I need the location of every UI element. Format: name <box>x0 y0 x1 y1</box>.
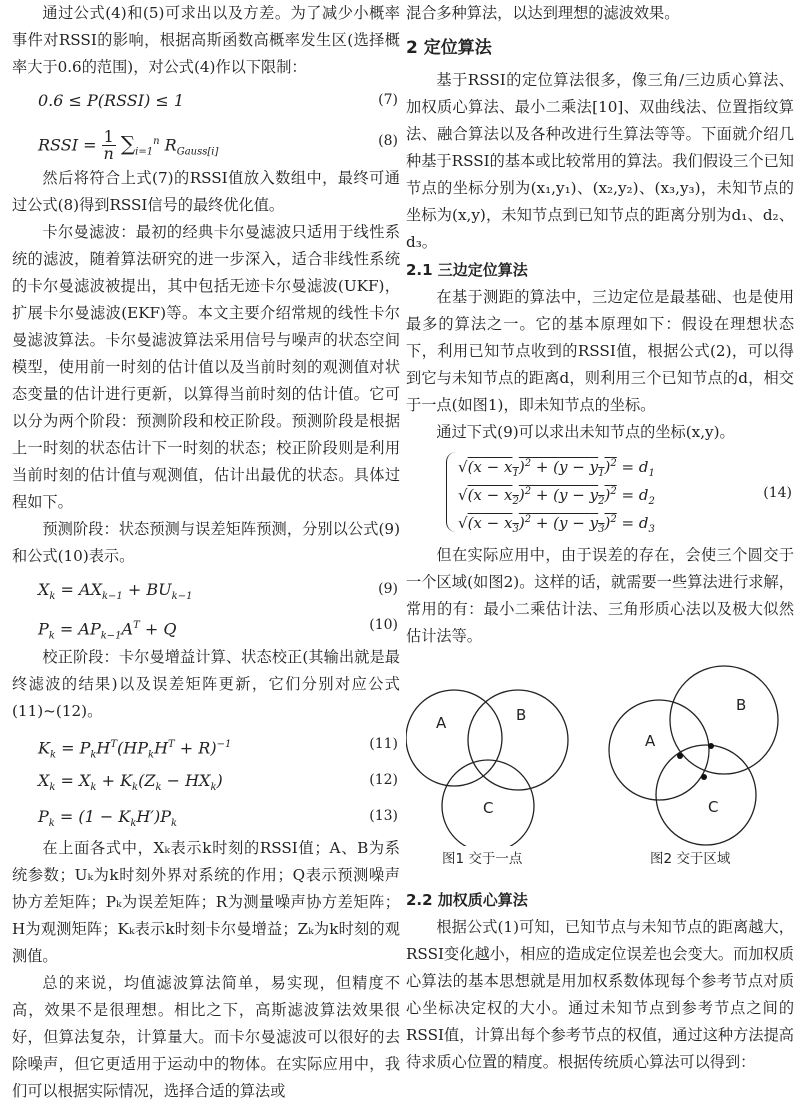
right-column <box>406 0 794 1076</box>
paragraph: 通过公式(4)和(5)可求出以及方差。为了减少小概率事件对RSSI的影响，根据高斯函数高概率发生区(选择概率大于0.6的范围)，对公式(4)作以下限制： <box>12 4 400 76</box>
paragraph: 但在实际应用中，由于误差的存在，会使三个圆交于一个区域(如图2)。这样的话，就需要一些算法进行求解，常用的有：最小二乘估计法、三角形质心法以及极大似然估计法等。 <box>406 546 794 645</box>
circle-c <box>656 745 756 845</box>
paragraph: 根据公式(1)可知，已知节点与未知节点的距离越大，RSSI变化越小，相应的造成定位误差也会变大。而加权质心算法的基本思想就是用加权系数体现每个参考节点对质心坐标决定权的大小。通过未知节点到参考节点之间的RSSI值，计算出每个参考节点的权值，通过这种方法提高待求质心位置的精度。根据传统质心算法可以得到： <box>406 918 794 1071</box>
equation-line: $√(x - x_2)^2 + (y - y_2)^2 = d_2$ <box>458 486 655 507</box>
equation-expression: 0.6 ≤ P(RSSI) ≤ 1 <box>38 91 185 110</box>
equation-number: (11) <box>369 736 398 752</box>
circle-label-b: B <box>736 696 747 714</box>
circle-label-c: C <box>483 799 494 817</box>
paragraph: 校正阶段：卡尔曼增益计算、状态校正(其输出就是最终滤波的结果)以及误差矩阵更新，它们分别对应公式(11)~(12)。 <box>12 648 400 720</box>
equation-13 <box>12 799 400 833</box>
equation-expression: $X_k = AX_{k-1} + BU_{k-1}$ <box>38 580 193 603</box>
circle-a <box>609 700 709 800</box>
equation-expression: $X_k = X_k + K_k(Z_k - HX_k)$ <box>38 771 223 794</box>
equation-11 <box>12 727 400 761</box>
figure-2-caption: 图2 交于区域 <box>650 851 731 867</box>
equation-7 <box>12 83 400 117</box>
paragraph: 在基于测距的算法中，三边定位是最基础、也是使用最多的算法之一。它的基本原理如下：假设在理想状态下，利用已知节点收到的RSSI值，根据公式(2)，可以得到它与未知节点的距离d，则利用三个已知节点的d，相交于一点(如图1)，即未知节点的坐标。 <box>406 288 794 414</box>
circle-label-b: B <box>516 706 527 724</box>
equation-14 <box>406 446 794 538</box>
equation-number: (9) <box>378 581 398 597</box>
paragraph: 总的来说，均值滤波算法简单，易实现，但精度不高，效果不是很理想。相比之下，高斯滤波算法效果很好，但算法复杂，计算量大。而卡尔曼滤波可以很好的去除噪声，但它更适用于运动中的物体。在实际应用中，我们可以根据实际情况，选择合适的算法或 <box>12 974 400 1100</box>
equation-expression: $K_k = P_kH^T(HP_kH^T + R)^{-1}$ <box>38 738 232 761</box>
subsection-heading: 2.1 三边定位算法 <box>406 261 528 279</box>
circle-label-a: A <box>436 714 447 732</box>
figure-2-diagram <box>609 666 778 845</box>
paragraph: 卡尔曼滤波：最初的经典卡尔曼滤波只适用于线性系统的滤波，随着算法研究的进一步深入，适合非线性系统的卡尔曼滤波被提出，其中包括无迹卡尔曼滤波(UKF)，扩展卡尔曼滤波(EKF)等。本文主要介绍常规的线性卡尔曼滤波算法。卡尔曼滤波算法采用信号与噪声的状态空间模型，使用前一时刻的估计值以及当前时刻的观测值对状态变量的估计进行更新，以算得当前时刻的估计值。它可以分为两个阶段：预测阶段和校正阶段。预测阶段是根据上一时刻的状态估计下一时刻的状态；校正阶段则是利用当前时刻的估计值与观测值，估计出最优的状态。具体过程如下。 <box>12 223 400 511</box>
equation-number: (12) <box>369 772 398 788</box>
paragraph: 通过下式(9)可以求出未知节点的坐标(x,y)。 <box>436 423 735 441</box>
paragraph: 然后将符合上式(7)的RSSI值放入数组中，最终可通过公式(8)得到RSSI信号的最终优化值。 <box>12 169 400 214</box>
circle-label-a: A <box>645 732 656 750</box>
intersection-point <box>701 774 707 780</box>
paragraph: 在上面各式中，Xₖ表示k时刻的RSSI值；A、B为系统参数；Uₖ为k时刻外界对系统的作用；Q表示预测噪声协方差矩阵；Pₖ为误差矩阵；R为测量噪声协方差矩阵；H为观测矩阵；Kₖ表示k时刻卡尔曼增益；Zₖ为k时刻的观测值。 <box>12 839 400 965</box>
paragraph: 混合多种算法，以达到理想的滤波效果。 <box>406 4 680 22</box>
equation-9 <box>12 572 400 606</box>
equation-number: (13) <box>369 808 398 824</box>
equation-number: (10) <box>369 617 398 633</box>
subsection-heading: 2.2 加权质心算法 <box>406 891 528 909</box>
paragraph: 预测阶段：状态预测与误差矩阵预测，分别以公式(9)和公式(10)表示。 <box>12 520 400 565</box>
circle-a <box>406 690 502 786</box>
equation-line: $√(x - x_1)^2 + (y - y_1)^2 = d_1$ <box>458 458 655 479</box>
intersection-point <box>677 753 683 759</box>
section-heading: 2 定位算法 <box>406 38 492 58</box>
equation-number: (7) <box>378 92 398 108</box>
equation-number: (14) <box>763 485 792 501</box>
circle-diagrams <box>406 650 794 846</box>
equation-10 <box>12 608 400 642</box>
paragraph: 基于RSSI的定位算法很多，像三角/三边质心算法、加权质心算法、最小二乘法[10]、双曲线法、位置指纹算法、融合算法以及各种改进行生算法等等。下面就介绍几种基于RSSI的基本或比较常用的算法。我们假设三个已知节点的坐标分别为(x₁,y₁)、(x₂,y₂)、(x₃,y₃)，未知节点的坐标为(x,y)，未知节点到已知节点的距离分别为d₁、d₂、d₃。 <box>406 71 794 251</box>
equation-expression: $P_k = AP_{k-1}A^T + Q$ <box>38 619 177 642</box>
circle-label-c: C <box>708 798 719 816</box>
equation-12 <box>12 763 400 797</box>
figure-1-caption: 图1 交于一点 <box>442 851 523 867</box>
figure-1-diagram <box>406 690 568 846</box>
equation-expression: $P_k = (1 - K_kH')P_k$ <box>38 807 178 830</box>
circle-b <box>670 666 778 774</box>
equation-number: (8) <box>378 133 398 149</box>
equation-8 <box>12 119 400 163</box>
equation-expression: RSSI = $\frac{1}{n}$ $\sum_{i=1}^n$ $R_{Gauss[i]}$ <box>38 127 219 164</box>
equation-brace <box>446 452 457 532</box>
equation-line: $√(x - x_3)^2 + (y - y_3)^2 = d_3$ <box>458 514 655 535</box>
intersection-point <box>708 743 714 749</box>
left-column <box>12 0 400 1105</box>
circle-b <box>468 690 568 790</box>
figures <box>406 650 794 886</box>
